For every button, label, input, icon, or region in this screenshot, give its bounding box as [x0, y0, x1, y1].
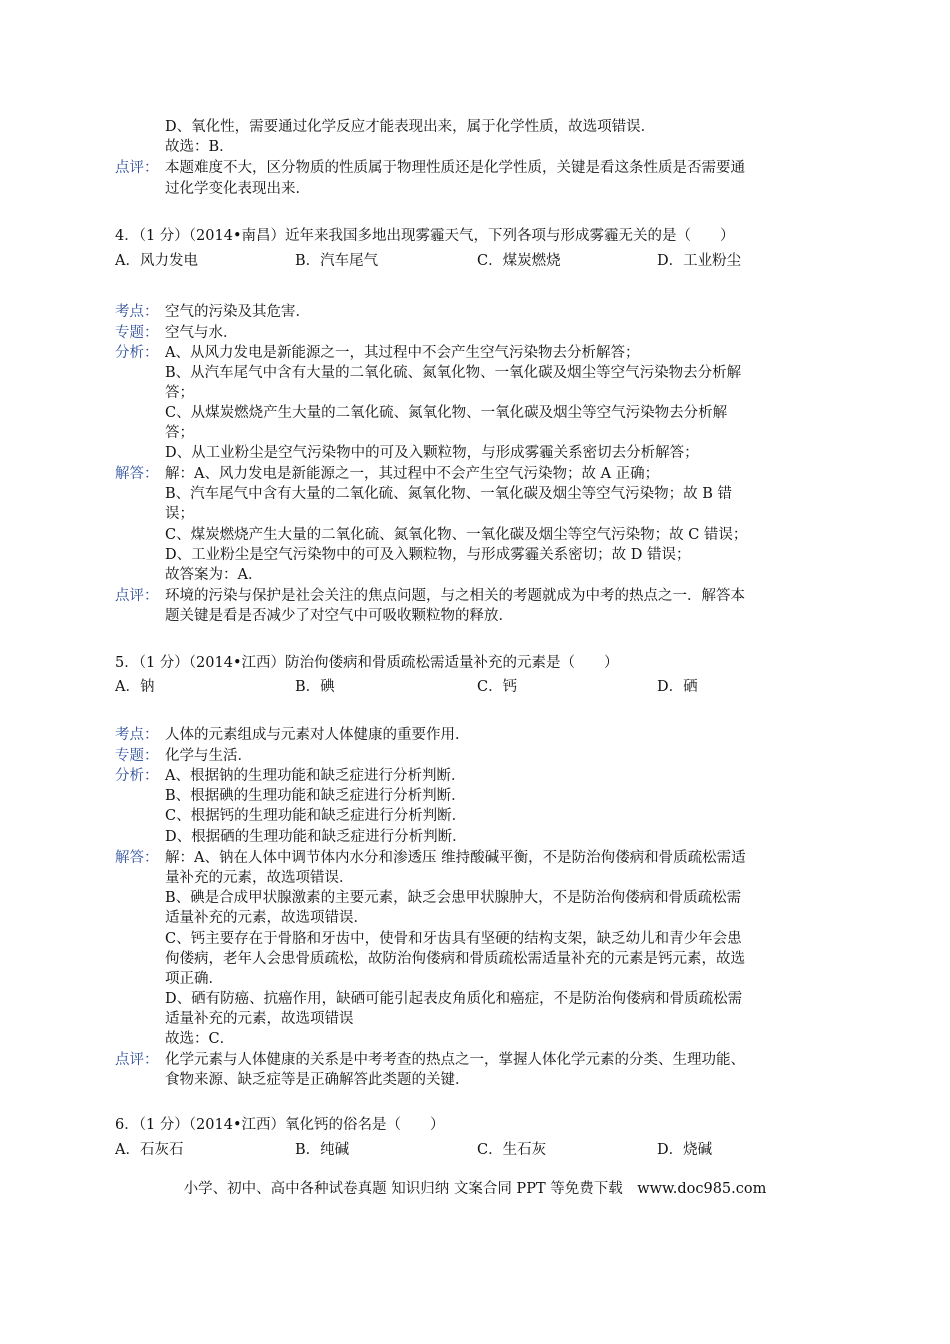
q6-option-a: A．石灰石: [115, 1142, 184, 1158]
q5-kaodian: 人体的元素组成与元素对人体健康的重要作用．: [165, 727, 470, 743]
q5-option-a: A．钠: [115, 679, 155, 695]
q5-zhuanti-label: 专题：: [115, 748, 159, 764]
q6-stem: 6．（1 分）（2014•江西）氧化钙的俗名是（ ）: [115, 1117, 445, 1133]
q5-fenxi-line: A、根据钠的生理功能和缺乏症进行分析判断．: [165, 768, 466, 784]
q4-option-d: D．工业粉尘: [657, 253, 742, 269]
q4-fenxi-line: B、从汽车尾气中含有大量的二氧化硫、氮氧化物、一氧化碳及烟尘等空气污染物去分析解: [165, 365, 742, 381]
q4-jieda-line: D、工业粉尘是空气污染物中的可及入颗粒物，与形成雾霾关系密切；故 D 错误；: [165, 547, 691, 563]
q5-fenxi-label: 分析：: [115, 768, 159, 784]
q5-jieda-line: 量补充的元素，故选项错误．: [165, 870, 354, 886]
q4-fenxi-line: D、从工业粉尘是空气污染物中的可及入颗粒物，与形成雾霾关系密切去分析解答；: [165, 445, 699, 461]
q5-fenxi-line: D、根据硒的生理功能和缺乏症进行分析判断．: [165, 829, 467, 845]
q4-fenxi-line: 答；: [165, 425, 194, 441]
prev-comment-line-2: 过化学变化表现出来．: [165, 181, 310, 197]
q4-option-b: B．汽车尾气: [295, 253, 379, 269]
q5-jieda-label: 解答：: [115, 850, 159, 866]
q4-dianping-label: 点评：: [115, 588, 159, 604]
q5-option-d: D．硒: [657, 679, 698, 695]
q5-jieda-line: D、硒有防癌、抗癌作用，缺硒可能引起表皮角质化和癌症，不是防治佝偻病和骨质疏松需: [165, 991, 743, 1007]
q5-zhuanti: 化学与生活．: [165, 748, 252, 764]
q5-jieda-line: 适量补充的元素，故选项错误．: [165, 910, 368, 926]
q6-option-b: B．纯碱: [295, 1142, 350, 1158]
q5-dianping-line: 化学元素与人体健康的关系是中考考查的热点之一，掌握人体化学元素的分类、生理功能、: [165, 1052, 745, 1068]
q4-dianping-line: 环境的污染与保护是社会关注的焦点问题，与之相关的考题就成为中考的热点之一．解答本: [165, 588, 745, 604]
q5-jieda-line: 项正确．: [165, 971, 223, 987]
q5-fenxi-line: B、根据碘的生理功能和缺乏症进行分析判断．: [165, 788, 466, 804]
prev-comment-line-1: 本题难度不大，区分物质的性质属于物理性质还是化学性质，关键是看这条性质是否需要通: [165, 160, 745, 176]
q5-jieda-line: 解：A、钠在人体中调节体内水分和渗透压 维持酸碱平衡，不是防治佝偻病和骨质疏松需适: [165, 850, 746, 866]
q5-option-b: B．碘: [295, 679, 335, 695]
q4-fenxi-line: C、从煤炭燃烧产生大量的二氧化硫、氮氧化物、一氧化碳及烟尘等空气污染物去分析解: [165, 405, 728, 421]
q5-option-c: C．钙: [477, 679, 518, 695]
page-footer: 小学、初中、高中各种试卷真题 知识归纳 文案合同 PPT 等免费下载 www.doc985.com: [183, 1181, 767, 1197]
q5-jieda-line: B、碘是合成甲状腺激素的主要元素，缺乏会患甲状腺肿大，不是防治佝偻病和骨质疏松需: [165, 890, 742, 906]
q4-kaodian-label: 考点：: [115, 304, 159, 320]
q4-option-a: A．风力发电: [115, 253, 198, 269]
q6-option-c: C．生石灰: [477, 1142, 547, 1158]
q4-dianping-line: 题关键是看是否减少了对空气中可吸收颗粒物的释放．: [165, 608, 513, 624]
q4-fenxi-line: 答；: [165, 385, 194, 401]
q4-option-c: C．煤炭燃烧: [477, 253, 561, 269]
q5-dianping-label: 点评：: [115, 1052, 159, 1068]
q5-jieda-line: C、钙主要存在于骨胳和牙齿中，使骨和牙齿具有坚硬的结构支架，缺乏幼儿和青少年会患: [165, 931, 742, 947]
q5-kaodian-label: 考点：: [115, 727, 159, 743]
q4-fenxi-line: A、从风力发电是新能源之一，其过程中不会产生空气污染物去分析解答；: [165, 345, 640, 361]
q5-fenxi-line: C、根据钙的生理功能和缺乏症进行分析判断．: [165, 808, 467, 824]
prev-line-2: 故选：B．: [165, 139, 234, 155]
q4-kaodian: 空气的污染及其危害．: [165, 304, 310, 320]
q4-fenxi-label: 分析：: [115, 345, 159, 361]
prev-line-1: D、氧化性，需要通过化学反应才能表现出来，属于化学性质，故选项错误．: [165, 119, 656, 135]
q4-zhuanti: 空气与水．: [165, 325, 238, 341]
prev-comment-label: 点评：: [115, 160, 159, 176]
q4-jieda-label: 解答：: [115, 466, 159, 482]
q4-stem: 4．（1 分）（2014•南昌）近年来我国多地出现雾霾天气，下列各项与形成雾霾无关的是（ ）: [115, 228, 735, 244]
q5-jieda-line: 佝偻病，老年人会患骨质疏松，故防治佝偻病和骨质疏松需适量补充的元素是钙元素，故选: [165, 951, 745, 967]
q4-zhuanti-label: 专题：: [115, 325, 159, 341]
q4-jieda-line: 误；: [165, 506, 194, 522]
q4-jieda-line: C、煤炭燃烧产生大量的二氧化硫、氮氧化物、一氧化碳及烟尘等空气污染物；故 C 错误；: [165, 527, 748, 543]
q5-jieda-line: 适量补充的元素，故选项错误: [165, 1011, 354, 1027]
q4-jieda-line: 故答案为：A．: [165, 567, 263, 583]
q5-stem: 5．（1 分）（2014•江西）防治佝偻病和骨质疏松需适量补充的元素是（ ）: [115, 655, 619, 671]
q5-jieda-line: 故选：C．: [165, 1031, 235, 1047]
q4-jieda-line: 解：A、风力发电是新能源之一，其过程中不会产生空气污染物；故 A 正确；: [165, 466, 660, 482]
q4-jieda-line: B、汽车尾气中含有大量的二氧化硫、氮氧化物、一氧化碳及烟尘等空气污染物；故 B 错: [165, 486, 733, 502]
q5-dianping-line: 食物来源、缺乏症等是正确解答此类题的关键．: [165, 1072, 470, 1088]
q6-option-d: D．烧碱: [657, 1142, 713, 1158]
